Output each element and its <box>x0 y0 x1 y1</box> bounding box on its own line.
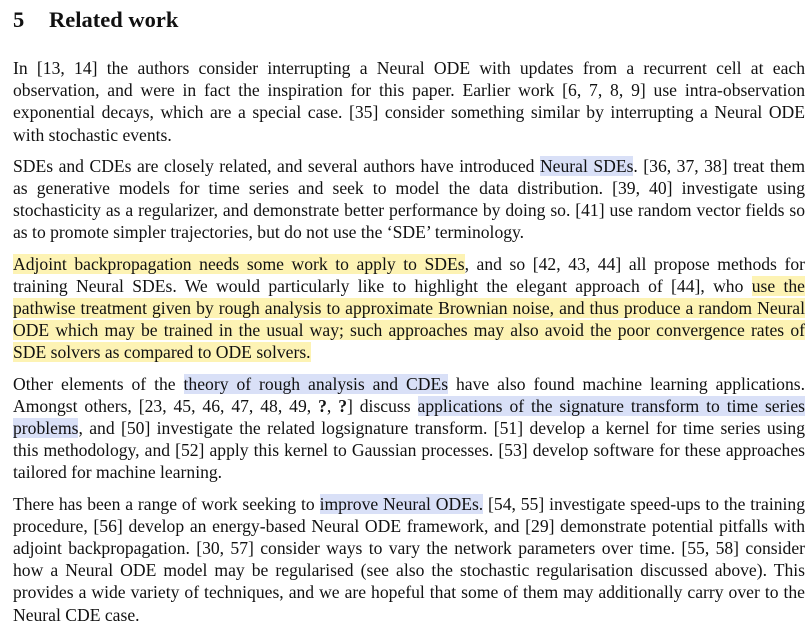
paragraph-rough-analysis <box>13 373 805 484</box>
paragraph-improve-neural-odes <box>13 493 805 626</box>
text-run: , and [50] investigate the related logsignature transform. [51] develop a kernel for time series using this methodology, and [52] apply this kernel to Gaussian processes. [53] develop software for these approaches tailored for machine learning. <box>13 418 805 483</box>
section-number: 5 <box>13 7 25 32</box>
section-heading <box>13 6 805 34</box>
highlight-yellow: Adjoint backpropagation needs some work to apply to SDEs <box>13 253 465 274</box>
text-run: . [36, 37, 38] treat them as generative models for time series and seek to model the data distribution. [39, 40] investigate using stochasticity as a regularizer, and demonstrate better performance by doing so. [41] use random vector fields so as to promote simpler trajectories, but do not use the ‘SDE’ terminology. <box>13 155 806 243</box>
text-run: , <box>326 395 339 416</box>
text-run: ] discuss <box>346 395 418 416</box>
highlight-blue: improve Neural ODEs. <box>319 493 484 514</box>
highlight-blue: applications of the signature transform to time series problems <box>13 395 805 439</box>
text-run: There has been a range of work seeking to <box>13 493 320 514</box>
text-run: SDEs and CDEs are closely related, and several authors have introduced <box>13 155 540 176</box>
text-run: In [13, 14] the authors consider interrupting a Neural ODE with updates from a recurrent cell at each observation, and were in fact the inspiration for this paper. Earlier work [6, 7, 8, 9] use intra-observation exponential decays, which are a special case. [35] consider something similar by interrupting a Neural ODE with stochastic events. <box>13 58 805 145</box>
paragraph-neural-sdes <box>13 155 805 244</box>
text-run: have also found machine learning applications. Amongst others, [23, 45, 46, 47, 48, 49, <box>13 373 806 416</box>
paragraph-prior-work <box>13 57 805 146</box>
text-run: [54, 55] investigate speed-ups to the training procedure, [56] develop an energy-based Neural ODE framework, and [29] demonstrate potential pitfalls with adjoint backpropagation. [30, 57] consider ways to vary the network parameters over time. [55, 58] consider how a Neural ODE model may be regularised (see also the stochastic regularisation discussed above). This provides a wide variety of techniques, and we are hopeful that some of them may additionally carry over to the Neural CDE case. <box>13 493 805 625</box>
unresolved-citation: ? <box>318 395 327 416</box>
highlight-yellow: use the pathwise treatment given by rough analysis to approximate Brownian noise, and thus produce a random Neural ODE which may be trained in the usual way; such approaches may also avoid the poor convergence rates of SDE solvers as compared to ODE solvers. <box>13 275 805 363</box>
section-title: Related work <box>49 7 179 32</box>
unresolved-citation: ? <box>338 395 347 416</box>
text-run: Other elements of the <box>13 373 184 394</box>
highlight-blue: theory of rough analysis and CDEs <box>183 373 449 394</box>
paragraph-adjoint-backprop <box>13 253 805 364</box>
text-run: , and so [42, 43, 44] all propose methods for training Neural SDEs. We would particularly like to highlight the elegant approach of [44], who <box>13 253 805 296</box>
section-body <box>13 57 805 626</box>
highlight-blue: Neural SDEs <box>539 155 634 176</box>
